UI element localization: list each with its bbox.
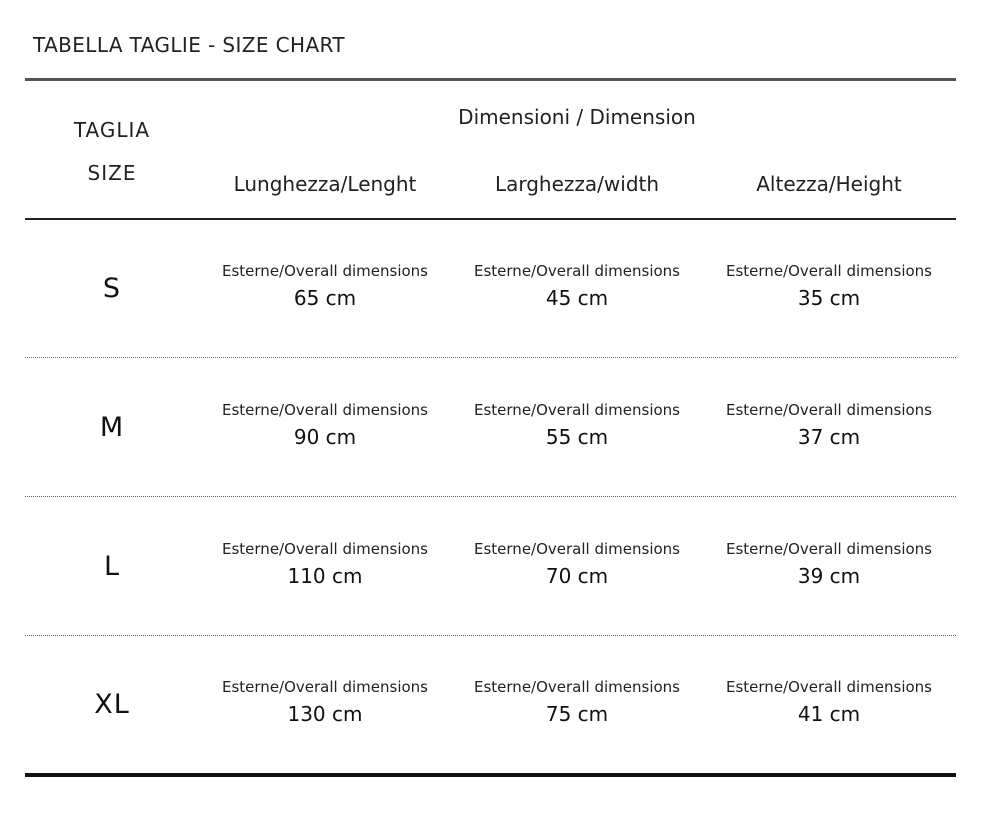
width-cell <box>457 678 697 726</box>
cell-value: 39 cm <box>797 564 861 588</box>
page-title: TABELLA TAGLIE - SIZE CHART <box>33 33 346 57</box>
length-cell <box>205 678 445 726</box>
size-label: S <box>102 273 122 304</box>
size-header-italian: TAGLIA <box>73 118 151 142</box>
cell-value: 37 cm <box>797 425 861 449</box>
cell-label: Esterne/Overall dimensions <box>474 262 680 280</box>
table-row <box>0 262 1000 342</box>
height-cell <box>709 678 949 726</box>
cell-value: 41 cm <box>797 702 861 726</box>
cell-label: Esterne/Overall dimensions <box>726 262 932 280</box>
cell-value: 90 cm <box>293 425 357 449</box>
cell-value: 75 cm <box>545 702 609 726</box>
cell-label: Esterne/Overall dimensions <box>222 401 428 419</box>
length-cell <box>205 401 445 449</box>
length-cell <box>205 262 445 310</box>
dimensions-group-header: Dimensioni / Dimension <box>458 105 696 129</box>
cell-value: 110 cm <box>287 564 363 588</box>
cell-value: 65 cm <box>293 286 357 310</box>
width-cell <box>457 262 697 310</box>
row-divider <box>25 496 956 497</box>
table-row <box>0 678 1000 758</box>
size-header-english: SIZE <box>87 161 137 185</box>
size-label: XL <box>94 689 130 720</box>
cell-label: Esterne/Overall dimensions <box>726 540 932 558</box>
length-cell <box>205 540 445 588</box>
height-cell <box>709 540 949 588</box>
cell-label: Esterne/Overall dimensions <box>474 401 680 419</box>
cell-value: 55 cm <box>545 425 609 449</box>
cell-value: 35 cm <box>797 286 861 310</box>
cell-value: 130 cm <box>287 702 363 726</box>
bottom-divider <box>25 773 956 777</box>
cell-label: Esterne/Overall dimensions <box>222 678 428 696</box>
column-header-length: Lunghezza/Lenght <box>233 172 417 196</box>
header-divider <box>25 218 956 220</box>
table-row <box>0 401 1000 481</box>
cell-label: Esterne/Overall dimensions <box>222 262 428 280</box>
width-cell <box>457 540 697 588</box>
cell-value: 70 cm <box>545 564 609 588</box>
height-cell <box>709 262 949 310</box>
column-header-height: Altezza/Height <box>756 172 902 196</box>
column-header-width: Larghezza/width <box>494 172 660 196</box>
cell-value: 45 cm <box>545 286 609 310</box>
row-divider <box>25 357 956 358</box>
cell-label: Esterne/Overall dimensions <box>726 678 932 696</box>
top-divider <box>25 78 956 81</box>
cell-label: Esterne/Overall dimensions <box>474 678 680 696</box>
height-cell <box>709 401 949 449</box>
table-row <box>0 540 1000 620</box>
size-label: L <box>103 551 121 582</box>
size-label: M <box>99 412 125 443</box>
cell-label: Esterne/Overall dimensions <box>474 540 680 558</box>
cell-label: Esterne/Overall dimensions <box>222 540 428 558</box>
width-cell <box>457 401 697 449</box>
row-divider <box>25 635 956 636</box>
cell-label: Esterne/Overall dimensions <box>726 401 932 419</box>
